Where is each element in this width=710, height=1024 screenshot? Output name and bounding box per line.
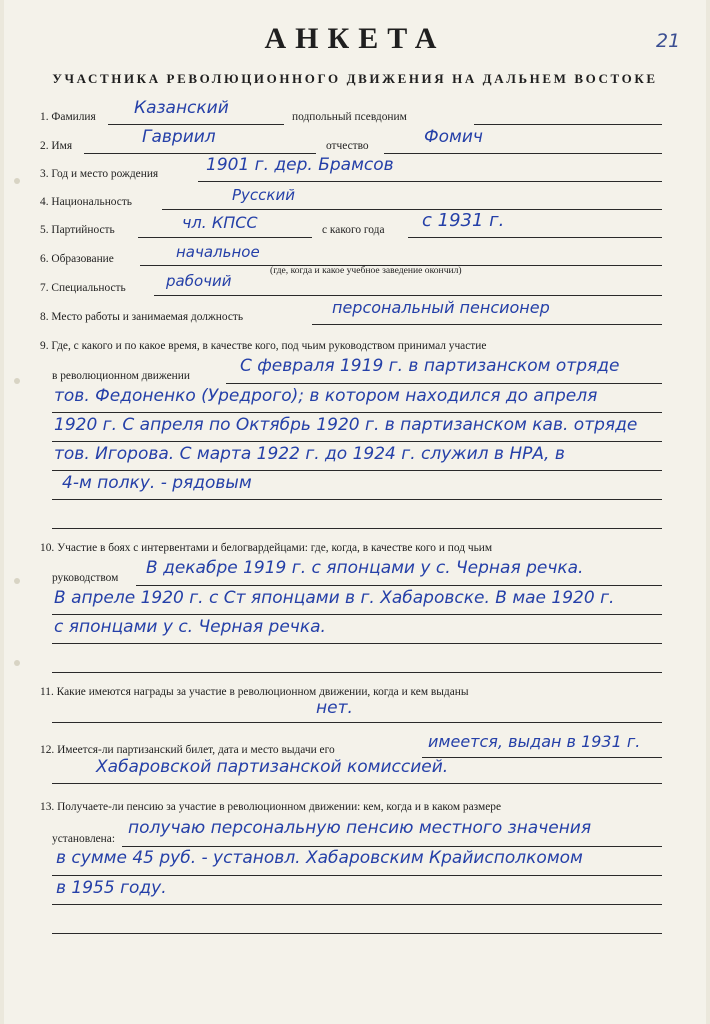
q4-label: 4. Национальность (40, 196, 132, 208)
binder-hole (14, 378, 20, 384)
q12-value: имеется, выдан в 1931 г. (428, 732, 641, 751)
q5-value: чл. КПСС (182, 213, 258, 232)
q9-line (52, 441, 662, 442)
page-number: 21 (656, 30, 681, 52)
q5-value2: с 1931 г. (422, 210, 505, 231)
binder-hole (14, 178, 20, 184)
q10-line (52, 614, 662, 615)
q1-line2 (474, 124, 662, 125)
q10-line (52, 643, 662, 644)
q4-line (162, 209, 662, 210)
q13-line (52, 904, 662, 905)
binder-hole (14, 578, 20, 584)
q10-value-line: с японцами у с. Черная речка. (54, 617, 326, 637)
q13-line (52, 933, 662, 934)
q11-line (52, 722, 662, 723)
q9-label: 9. Где, с какого и по какое время, в качестве кого, под чьим руководством принимал участие (40, 340, 487, 352)
q9-value-line: 4-м полку. - рядовым (62, 473, 252, 493)
q13-label-cont: установлена: (52, 833, 115, 845)
q10-label-cont: руководством (52, 572, 119, 584)
q13-line (122, 846, 662, 847)
q5-label2: с какого года (322, 224, 385, 236)
q8-value: персональный пенсионер (332, 298, 550, 317)
q9-value-line: тов. Игорова. С марта 1922 г. до 1924 г. служил в НРА, в (54, 444, 565, 464)
q12-line (52, 783, 662, 784)
q9-line (226, 383, 662, 384)
q3-line (198, 181, 662, 182)
q7-value: рабочий (166, 272, 232, 290)
q1-value: Казанский (134, 98, 229, 118)
q13-line (52, 875, 662, 876)
q1-label2: подпольный псевдоним (292, 111, 407, 123)
q1-line (108, 124, 284, 125)
q2-value2: Фомич (424, 127, 483, 147)
q10-line (136, 585, 662, 586)
q9-value-line: С февраля 1919 г. в партизанском отряде (240, 356, 620, 376)
q9-line (52, 470, 662, 471)
form-title: АНКЕТА (264, 22, 446, 55)
q2-label: 2. Имя (40, 140, 73, 152)
q10-value-line: В апреле 1920 г. с Ст японцами в г. Хабаровске. В мае 1920 г. (54, 588, 615, 608)
q11-value: нет. (316, 698, 353, 718)
q9-label-cont: в революционном движении (52, 370, 190, 382)
q12-label: 12. Имеется-ли партизанский билет, дата и место выдачи его (40, 744, 335, 756)
questionnaire-page (4, 0, 706, 1024)
q2-line (84, 153, 316, 154)
q12-line (422, 757, 662, 758)
q11-label: 11. Какие имеются награды за участие в революционном движении, когда и кем выданы (40, 686, 469, 698)
q3-value: 1901 г. дер. Брамсов (206, 155, 394, 175)
q10-line (52, 672, 662, 673)
q5-line (138, 237, 312, 238)
q5-line2 (408, 237, 662, 238)
q6-note: (где, когда и какое учебное заведение окончил) (270, 265, 462, 276)
q10-value-line: В декабре 1919 г. с японцами у с. Черная речка. (146, 558, 584, 578)
q9-line (52, 412, 662, 413)
q13-label: 13. Получаете-ли пенсию за участие в революционном движении: кем, когда и в каком размере (40, 801, 502, 813)
q6-label: 6. Образование (40, 253, 114, 265)
q9-value-line: тов. Федоненко (Уредрого); в котором находился до апреля (54, 386, 598, 406)
q6-value: начальное (176, 243, 260, 261)
q13-value-line: получаю персональную пенсию местного значения (128, 818, 592, 838)
q9-line (52, 528, 662, 529)
form-subtitle: УЧАСТНИКА РЕВОЛЮЦИОННОГО ДВИЖЕНИЯ НА ДАЛЬНЕМ ВОСТОКЕ (52, 71, 658, 86)
q2-line2 (384, 153, 662, 154)
q10-label: 10. Участие в боях с интервентами и белогвардейцами: где, когда, в качестве кого и под чьим (40, 542, 493, 554)
q3-label: 3. Год и место рождения (40, 168, 159, 180)
q5-label: 5. Партийность (40, 224, 115, 236)
q7-label: 7. Специальность (40, 282, 126, 294)
q9-value-line: 1920 г. С апреля по Октябрь 1920 г. в партизанском кав. отряде (54, 415, 638, 435)
q4-value: Русский (232, 186, 295, 204)
q8-line (312, 324, 662, 325)
q7-line (154, 295, 662, 296)
q13-value-line: в 1955 году. (56, 878, 167, 898)
binder-hole (14, 660, 20, 666)
q8-label: 8. Место работы и занимаемая должность (40, 311, 244, 323)
q2-label2: отчество (326, 140, 369, 152)
q9-line (52, 499, 662, 500)
q2-value: Гавриил (142, 127, 216, 147)
q12-value-line2: Хабаровской партизанской комиссией. (96, 757, 449, 777)
q1-label: 1. Фамилия (40, 111, 96, 123)
q13-value-line: в сумме 45 руб. - установл. Хабаровским Крайисполкомом (56, 848, 583, 868)
